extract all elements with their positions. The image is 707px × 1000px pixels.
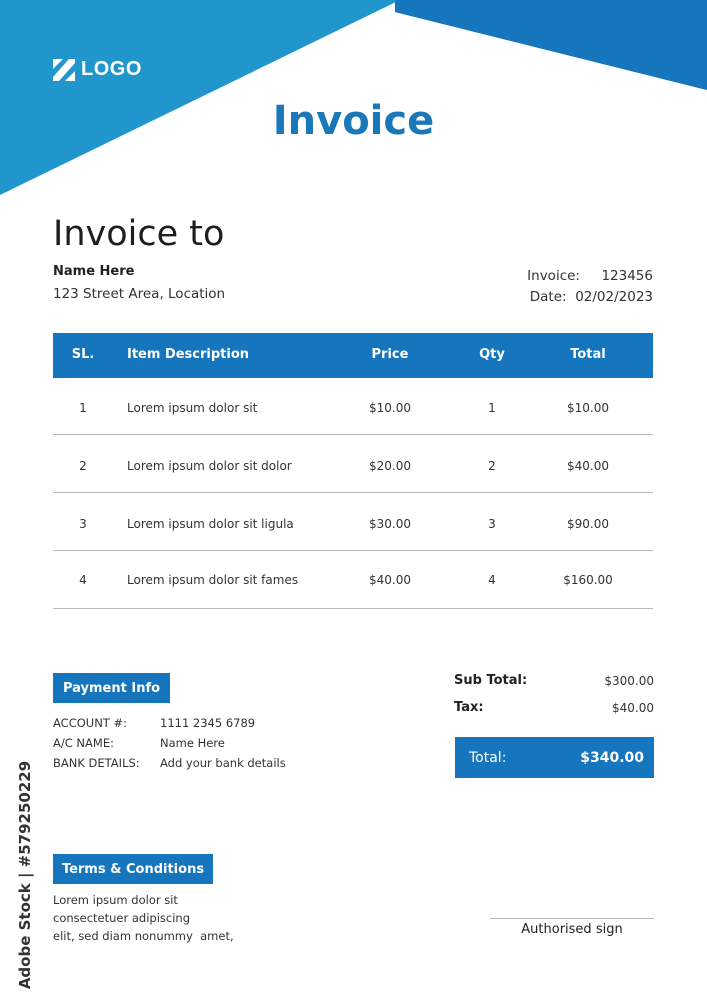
bank-details-value: Add your bank details	[160, 756, 286, 770]
subtotal-row	[454, 671, 654, 698]
account-name-value: Name Here	[160, 736, 225, 750]
terms-line: consectetuer adipiscing	[53, 911, 191, 925]
table-header	[53, 333, 653, 378]
payment-row	[53, 733, 286, 753]
cell-price: $40.00	[369, 573, 411, 587]
subtotal-value: $300.00	[604, 674, 654, 688]
table-row	[53, 378, 653, 435]
cell-description: Lorem ipsum dolor sit dolor	[127, 459, 292, 473]
payment-row	[53, 713, 286, 733]
signature-label: Authorised sign	[521, 922, 623, 937]
cell-sl: 1	[79, 401, 87, 415]
tax-label: Tax:	[454, 700, 484, 715]
date-label: Date:	[529, 289, 567, 305]
payment-row	[53, 753, 286, 773]
client-name: Name Here	[53, 264, 135, 279]
logo	[53, 58, 142, 81]
cell-total: $90.00	[567, 517, 609, 531]
cell-description: Lorem ipsum dolor sit	[127, 401, 258, 415]
grand-total	[455, 737, 654, 778]
payment-info-label: Payment Info	[53, 673, 170, 703]
terms-label: Terms & Conditions	[53, 854, 213, 884]
page-title: Invoice	[272, 98, 435, 144]
cell-sl: 3	[79, 517, 87, 531]
items-table	[53, 333, 653, 609]
signature-line	[490, 918, 654, 919]
tax-row	[454, 698, 654, 725]
invoice-to-heading: Invoice to	[53, 214, 225, 254]
cell-qty: 1	[488, 401, 496, 415]
cell-description: Lorem ipsum dolor sit fames	[127, 573, 299, 587]
header-sl: SL.	[71, 347, 95, 362]
watermark-text: Adobe Stock | #579250229	[16, 760, 34, 990]
client-address: 123 Street Area, Location	[53, 286, 226, 302]
cell-total: $10.00	[567, 401, 609, 415]
terms-line: Lorem ipsum dolor sit	[53, 893, 178, 907]
table-row	[53, 551, 653, 609]
invoice-number-label: Invoice:	[527, 268, 580, 284]
account-name-label: A/C NAME:	[53, 736, 114, 750]
date-value: 02/02/2023	[575, 289, 653, 305]
subtotal-label: Sub Total:	[454, 673, 528, 688]
total-value: $340.00	[580, 749, 644, 766]
tax-value: $40.00	[612, 701, 654, 715]
terms-line: elit, sed diam nonummy amet,	[53, 929, 234, 943]
header-qty: Qty	[479, 347, 505, 362]
cell-qty: 3	[488, 517, 496, 531]
header-total: Total	[570, 347, 606, 362]
z-stripes-icon	[53, 59, 75, 81]
logo-text: LOGO	[81, 58, 142, 80]
account-number-label: ACCOUNT #:	[53, 716, 127, 730]
cell-description: Lorem ipsum dolor sit ligula	[127, 517, 294, 531]
terms-text	[53, 891, 234, 945]
cell-qty: 2	[488, 459, 496, 473]
cell-price: $20.00	[369, 459, 411, 473]
invoice-number: 123456	[601, 268, 653, 284]
cell-qty: 4	[488, 573, 496, 587]
cell-total: $40.00	[567, 459, 609, 473]
header-description: Item Description	[127, 347, 250, 362]
table-row	[53, 493, 653, 551]
bank-details-label: BANK DETAILS:	[53, 756, 140, 770]
account-number-value: 1111 2345 6789	[160, 716, 256, 730]
cell-sl: 4	[79, 573, 87, 587]
total-label: Total:	[469, 749, 507, 766]
cell-total: $160.00	[563, 573, 613, 587]
summary	[454, 671, 654, 725]
cell-price: $10.00	[369, 401, 411, 415]
payment-details	[53, 713, 286, 773]
invoice-meta	[527, 266, 653, 308]
cell-price: $30.00	[369, 517, 411, 531]
stock-watermark	[5, 760, 45, 990]
table-row	[53, 435, 653, 493]
cell-sl: 2	[79, 459, 87, 473]
header-price: Price	[371, 347, 409, 362]
